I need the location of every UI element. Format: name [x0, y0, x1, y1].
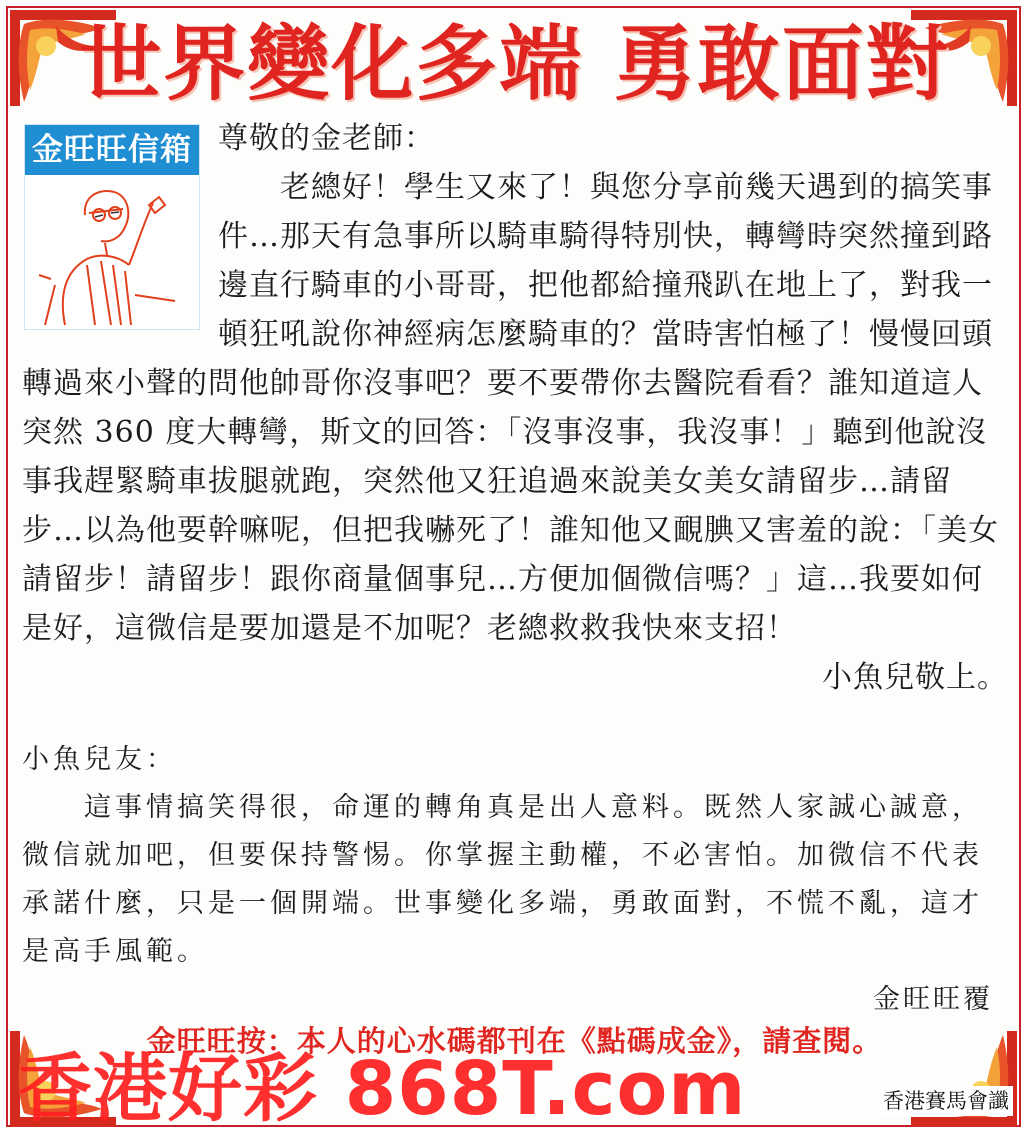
- badge-spacer: [22, 114, 218, 340]
- reply-signature: 金旺旺覆: [873, 984, 993, 1015]
- site-watermark: 香港好彩 868T.com: [18, 1046, 747, 1132]
- column-label: 金旺旺信箱: [25, 125, 199, 175]
- letter-salutation: 尊敬的金老師：: [218, 121, 435, 156]
- reply-body: 這事情搞笑得很，命運的轉角真是出人意料。既然人家誠心誠意，微信就加吧，但要保持警惕。你掌握主動權，不必害怕。加微信不代表承諾什麼，只是一個開端。世事變化多端，勇敢面對，不慌不亂，這才是高手風範。: [22, 792, 983, 967]
- reply-section: [22, 736, 997, 1024]
- publisher-credit: 香港賽馬會讖: [879, 1086, 1013, 1116]
- reply-salutation: 小魚兒友：: [22, 744, 177, 775]
- page-title: 世界變化多端 勇敢面對: [79, 16, 950, 112]
- editor-note: 金旺旺按：本人的心水碼都刊在《點碼成金》，請查閱。: [146, 1024, 883, 1058]
- reader-letter: [22, 114, 1012, 702]
- letter-body: 老總好！學生又來了！與您分享前幾天遇到的搞笑事件…那天有急事所以騎車騎得特別快，轉彎時突然撞到路邊直行騎車的小哥哥，把他都給撞飛趴在地上了，對我一頓狂吼說你神經病怎麼騎車的？當時害怕極了！慢慢回頭轉過來小聲的問他帥哥你沒事吧？要不要帶你去醫院看看？誰知道這人突然 360 度大轉彎，斯文的回答：「沒事沒事，我沒事！」聽到他說沒事我趕緊騎車拔腿就跑，突然他又狂追過來說美女美女請留步…請留步…以為他要幹嘛呢，但把我嚇死了！誰知他又靦腆又害羞的說：「美女請留步！請留步！跟你商量個事兒…方便加個微信嗎？」這…我要如何是好，這微信是要加還是不加呢？老總救救我快來支招！: [22, 170, 999, 646]
- letter-signature: 小魚兒敬上。: [822, 660, 1008, 695]
